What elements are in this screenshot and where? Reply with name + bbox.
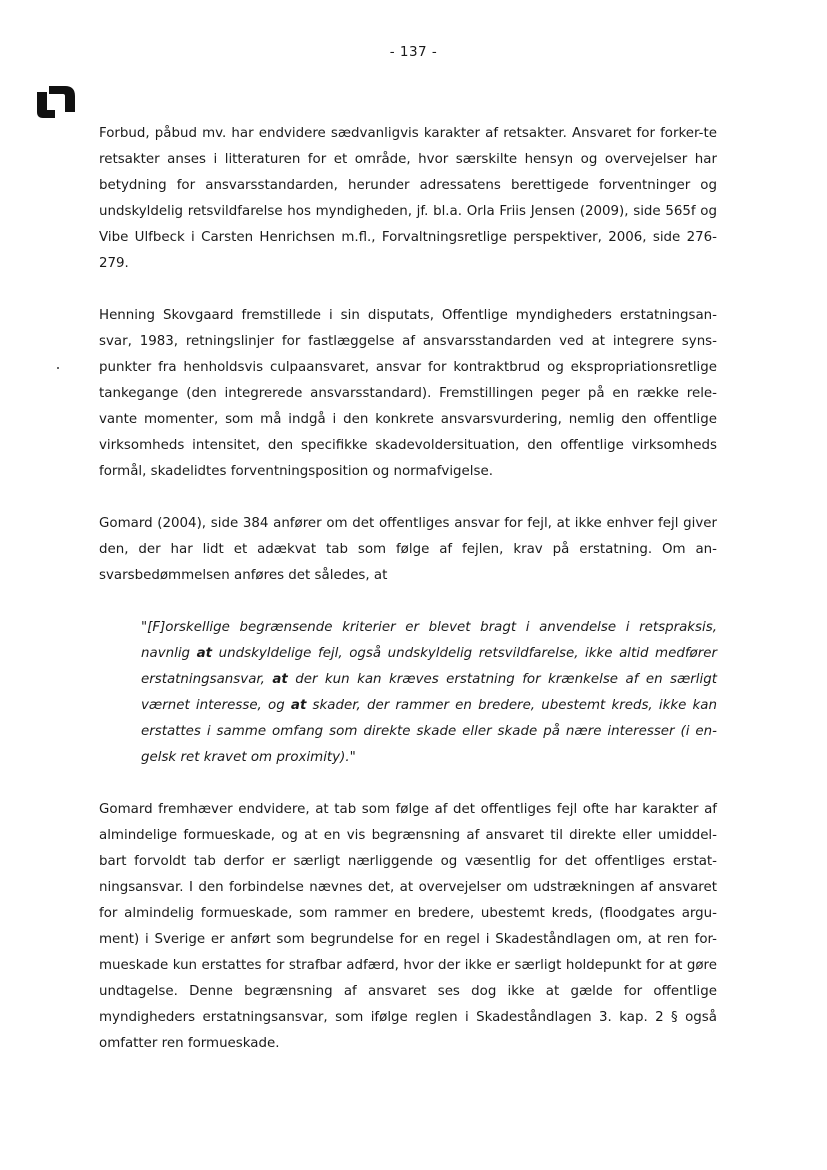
quote-text-4: skader, der rammer en bredere, ubestemt kreds, ikke kan erstattes i samme omfang som direkte skade eller skade på nære interesser (i en-gelsk ret kravet om proximity)." (141, 698, 717, 765)
quote-text-1: "[F]orskellige begrænsende kriterier er blevet bragt i anvendelse i retspraksis, navnlig (141, 620, 717, 661)
logo-icon (35, 82, 79, 120)
paragraph-gomard-intro: Gomard (2004), side 384 anfører om det offentliges ansvar for fejl, at ikke enhver fejl giver den, der har lidt et adækvat tab som følge af fejlen, krav på erstatning. Om an-svarsbedømmelsen anføres det således, at (99, 516, 717, 583)
document-body (99, 121, 717, 1083)
quote-bold-1: at (196, 646, 213, 661)
quote-bold-2: at (272, 672, 288, 687)
margin-mark (57, 367, 59, 369)
paragraph-gomard-closing: Gomard fremhæver endvidere, at tab som følge af det offentliges fejl ofte har karakter af almindelige formueskade, og at en vis begrænsning af ansvaret til direkte eller umiddel-bart forvoldt tab derfor er særligt nærliggende og væsentlig for det offentliges erstat-ningsansvar. I den forbindelse nævnes det, at overvejelser om udstrækningen af ansvaret for almindelig formueskade, som rammer en bredere, ubestemt kreds, (floodgates argu-ment) i Sverige er anført som begrundelse for en regel i Skadeståndlagen om, at ren for-mueskade kun erstattes for strafbar adfærd, hvor der ikke er særligt holdepunkt for at gøre undtagelse. Denne begrænsning af ansvaret ses dog ikke at gælde for offentlige myndigheders erstatningsansvar, som ifølge reglen i Skadeståndlagen 3. kap. 2 § også omfatter ren formueskade. (99, 802, 717, 1051)
paragraph-retsakter: Forbud, påbud mv. har endvidere sædvanligvis karakter af retsakter. Ansvaret for forker-te retsakter anses i litteraturen for et område, hvor særskilte hensyn og overvejelser har betydning for ansvarsstandarden, herunder adressatens berettigede forventninger og undskyldelig retsvildfarelse hos myndigheden, jf. bl.a. Orla Friis Jensen (2009), side 565f og Vibe Ulfbeck i Carsten Henrichsen m.fl., Forvaltningsretlige perspektiver, 2006, side 276-279. (99, 126, 717, 271)
quote-text-2: undskyldelige fejl, også undskyldelig retsvildfarelse, ikke altid medfører erstatningsansvar, (141, 646, 717, 687)
quote-text-3: der kun kan kræves erstatning for krænkelse af en særligt værnet interesse, og (141, 672, 718, 713)
paragraph-skovgaard: Henning Skovgaard fremstillede i sin disputats, Offentlige myndigheders erstatningsan-svar, 1983, retningslinjer for fastlæggelse af ansvarsstandarden ved at integrere syns-punkter fra henholdsvis culpaansvaret, ansvar for kontraktbrud og ekspropriationsretlige tankegange (den integrerede ansvarsstandard). Fremstillingen peger på en række rele-vante momenter, som må indgå i den konkrete ansvarsvurdering, nemlig den offentlige virksomheds intensitet, den specifikke skadevoldersituation, den offentlige virksomheds formål, skadelidtes forventningsposition og normafvigelse. (99, 308, 717, 479)
quote-bold-3: at (290, 698, 307, 713)
page-number: - 137 - (389, 44, 438, 60)
block-quote (141, 615, 717, 771)
